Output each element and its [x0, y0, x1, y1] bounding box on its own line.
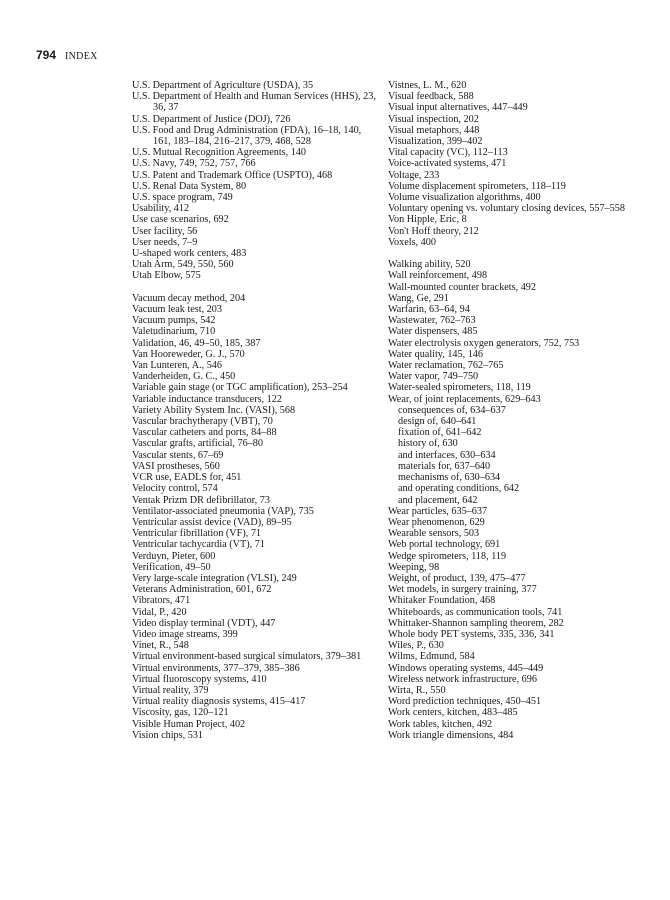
- letter-group-gap: [388, 248, 638, 259]
- index-entry: Verification, 49–50: [132, 561, 211, 573]
- index-entry: Wet models, in surgery training, 377: [388, 584, 537, 596]
- index-entry: Virtual reality, 379: [132, 684, 209, 696]
- index-entry: Variety Ability System Inc. (VASI), 568: [132, 404, 296, 416]
- index-entry: Wear, of joint replacements, 629–643: [388, 393, 541, 405]
- index-entry: Voluntary opening vs. voluntary closing devices, 557–558: [388, 203, 625, 215]
- index-entry: Work tables, kitchen, 492: [388, 718, 493, 730]
- index-entry: Water-sealed spirometers, 118, 119: [388, 382, 531, 394]
- index-entry: Wirta, R., 550: [388, 684, 446, 696]
- index-entry: Utah Elbow, 575: [132, 270, 201, 282]
- index-entry: Whiteboards, as communication tools, 741: [388, 606, 563, 618]
- index-entry: Water vapor, 749–750: [388, 371, 479, 383]
- index-entry: Von't Hoff theory, 212: [388, 225, 479, 237]
- index-entry: Visualization, 399–402: [388, 136, 483, 148]
- index-subentry: mechanisms of, 630–634: [398, 472, 501, 484]
- index-entry: Virtual environment-based surgical simulators, 379–381: [132, 651, 362, 663]
- index-entry: Van Lunteren, A., 546: [132, 360, 222, 372]
- index-entry: Weeping, 98: [388, 561, 440, 573]
- index-entry: Ventricular fibrillation (VF), 71: [132, 528, 262, 540]
- index-entry: Virtual fluoroscopy systems, 410: [132, 673, 267, 685]
- index-entry: Wearable sensors, 503: [388, 528, 480, 540]
- index-entry: User facility, 56: [132, 225, 198, 237]
- page-header: [36, 46, 98, 64]
- index-entry: Visual input alternatives, 447–449: [388, 102, 528, 114]
- index-entry: U-shaped work centers, 483: [132, 248, 247, 260]
- letter-group-gap: [132, 282, 376, 293]
- index-entry: Vacuum pumps, 542: [132, 315, 216, 327]
- index-column-right: [388, 80, 638, 741]
- index-entry: Wiles, P., 630: [388, 640, 444, 652]
- index-entry: Voltage, 233: [388, 169, 440, 181]
- index-entry: Wedge spirometers, 118, 119: [388, 550, 507, 562]
- index-entry: Wear phenomenon, 629: [388, 516, 485, 528]
- index-entry: Wall-mounted counter brackets, 492: [388, 281, 536, 293]
- index-entry: Vascular grafts, artificial, 76–80: [132, 438, 263, 450]
- index-entry: Weight, of product, 139, 475–477: [388, 572, 526, 584]
- index-entry: Whittaker-Shannon sampling theorem, 282: [388, 617, 564, 629]
- index-entry: U.S. Navy, 749, 752, 757, 766: [132, 158, 256, 170]
- index-entry: Ventilator-associated pneumonia (VAP), 735: [132, 505, 314, 517]
- index-entry: Vidal, P., 420: [132, 606, 187, 618]
- index-entry: Volume displacement spirometers, 118–119: [388, 180, 566, 192]
- index-entry: Whole body PET systems, 335, 336, 341: [388, 628, 555, 640]
- index-entry: Von Hipple, Eric, 8: [388, 214, 467, 226]
- index-entry: Volume visualization algorithms, 400: [388, 192, 541, 204]
- index-subentry: history of, 630: [398, 438, 458, 450]
- index-entry: Work triangle dimensions, 484: [388, 729, 514, 741]
- index-subentry: and operating conditions, 642: [398, 483, 520, 495]
- index-entry: U.S. Renal Data System, 80: [132, 180, 247, 192]
- index-entry: U.S. Mutual Recognition Agreements, 140: [132, 147, 307, 159]
- index-entry: Vinet, R., 548: [132, 640, 189, 652]
- index-entry: Ventricular tachycardia (VT), 71: [132, 539, 265, 551]
- index-subentry: consequences of, 634–637: [398, 404, 506, 416]
- index-entry: Voxels, 400: [388, 236, 436, 248]
- index-entry: Work centers, kitchen, 483–485: [388, 707, 518, 719]
- index-entry: Warfarin, 63–64, 94: [388, 304, 470, 316]
- index-entry: Wireless network infrastructure, 696: [388, 673, 537, 685]
- index-entry: Vacuum leak test, 203: [132, 304, 222, 316]
- index-entry: VASI prostheses, 560: [132, 460, 220, 472]
- index-entry: Variable gain stage (or TGC amplification), 253–254: [132, 382, 348, 394]
- index-entry: Ventak Prizm DR defibrillator, 73: [132, 494, 270, 506]
- index-entry: Visual feedback, 588: [388, 91, 474, 103]
- index-entry: Windows operating systems, 445–449: [388, 662, 544, 674]
- index-entry: Wastewater, 762–763: [388, 315, 476, 327]
- index-entry: User needs, 7–9: [132, 236, 198, 248]
- index-entry: Verduyn, Pieter, 600: [132, 550, 216, 562]
- index-entry: U.S. Food and Drug Administration (FDA), 16–18, 140, 161, 183–184, 216–217, 379, 468, 528: [132, 124, 362, 148]
- running-head: INDEX: [65, 51, 98, 62]
- index-entry: Water quality, 145, 146: [388, 348, 483, 360]
- index-entry: Vanderheiden, G. C., 450: [132, 371, 236, 383]
- index-entry: Word prediction techniques, 450–451: [388, 696, 542, 708]
- index-entry: Utah Arm, 549, 550, 560: [132, 259, 234, 271]
- index-entry: Web portal technology, 691: [388, 539, 501, 551]
- index-entry: Vascular stents, 67–69: [132, 449, 224, 461]
- index-entry: Viscosity, gas, 120–121: [132, 707, 229, 719]
- index-subentry: fixation of, 641–642: [398, 427, 482, 439]
- index-entry: Video image streams, 399: [132, 628, 238, 640]
- index-subentry: and placement, 642: [398, 494, 478, 506]
- index-entry: Walking ability, 520: [388, 259, 471, 271]
- index-subentry: materials for, 637–640: [398, 460, 491, 472]
- index-entry: Whitaker Foundation, 468: [388, 595, 496, 607]
- index-entry: Visual inspection, 202: [388, 113, 479, 125]
- index-entry: Usability, 412: [132, 203, 190, 215]
- index-entry: U.S. Department of Health and Human Services (HHS), 23, 36, 37: [132, 91, 376, 114]
- index-entry: VCR use, EADLS for, 451: [132, 472, 242, 484]
- index-entry: Wilms, Edmund, 584: [388, 651, 475, 663]
- index-entry: Velocity control, 574: [132, 483, 218, 495]
- index-entry: Water reclamation, 762–765: [388, 360, 504, 372]
- index-entry: Vital capacity (VC), 112–113: [388, 147, 508, 159]
- index-entry: Wear particles, 635–637: [388, 505, 488, 517]
- index-entry: U.S. Department of Justice (DOJ), 726: [132, 113, 291, 125]
- index-entry: Vision chips, 531: [132, 729, 203, 741]
- index-entry: Vascular brachytherapy (VBT), 70: [132, 416, 273, 428]
- index-entry: Van Hooreweder, G. J., 570: [132, 348, 245, 360]
- index-entry: Vacuum decay method, 204: [132, 292, 246, 304]
- index-entry: Very large-scale integration (VLSI), 249: [132, 572, 297, 584]
- index-entry: Variable inductance transducers, 122: [132, 393, 282, 405]
- index-entry: Validation, 46, 49–50, 185, 387: [132, 337, 261, 349]
- index-entry: Ventricular assist device (VAD), 89–95: [132, 516, 292, 528]
- index-subentry: and interfaces, 630–634: [398, 449, 496, 461]
- index-entry: Wang, Ge, 291: [388, 292, 449, 304]
- index-entry: Visible Human Project, 402: [132, 718, 246, 730]
- index-entry: Water electrolysis oxygen generators, 752, 753: [388, 337, 580, 349]
- index-entry: Wall reinforcement, 498: [388, 270, 488, 282]
- index-entry: U.S. space program, 749: [132, 192, 233, 204]
- index-column-left: [132, 80, 376, 741]
- index-subentry: design of, 640–641: [398, 416, 477, 428]
- index-entry: Vistnes, L. M., 620: [388, 80, 467, 91]
- index-entry: Video display terminal (VDT), 447: [132, 617, 276, 629]
- index-entry: U.S. Patent and Trademark Office (USPTO), 468: [132, 169, 333, 181]
- page-number: 794: [36, 48, 57, 62]
- index-entry: Visual metaphors, 448: [388, 124, 480, 136]
- index-entry: Vascular catheters and ports, 84–88: [132, 427, 277, 439]
- index-entry: Virtual environments, 377–379, 385–386: [132, 662, 300, 674]
- index-entry: Vibrators, 471: [132, 595, 191, 607]
- index-entry: Voice-activated systems, 471: [388, 158, 507, 170]
- index-entry: Veterans Administration, 601, 672: [132, 584, 272, 596]
- index-entry: Virtual reality diagnosis systems, 415–417: [132, 696, 306, 708]
- index-entry: Use case scenarios, 692: [132, 214, 229, 226]
- index-entry: Valetudinarium, 710: [132, 326, 216, 338]
- index-entry: U.S. Department of Agriculture (USDA), 35: [132, 80, 314, 91]
- index-entry: Water dispensers, 485: [388, 326, 478, 338]
